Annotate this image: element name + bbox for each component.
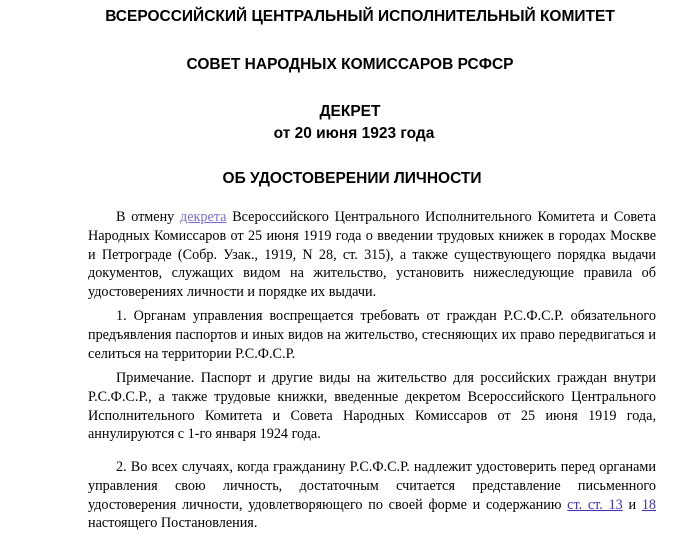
heading-snk: СОВЕТ НАРОДНЫХ КОМИССАРОВ РСФСР (186, 56, 514, 73)
paragraph-note: Примечание. Паспорт и другие виды на жительство для российских граждан внутри Р.С.Ф.С.Р., а также трудовые книжки, введенные декретом Всероссийского Центрального Исполнительного Комитета и Совета Народных Комиссаров от 25 июня 1919 года, аннулируются с 1-го января 1924 года. (88, 370, 656, 443)
paragraph-text: и (622, 496, 642, 513)
article-18-link[interactable]: 18 (641, 496, 657, 513)
heading-decree: ДЕКРЕТ (319, 103, 381, 120)
paragraph-text: 2. Во всех случаях, когда гражданину Р.С.Ф.С.Р. надлежит удостоверить перед органами управления свою личность, достаточным считается представление письменного удостоверения личности, удовлетворяющего по своей форме и содержанию (88, 459, 656, 513)
decree-link[interactable]: декрета (180, 209, 227, 225)
heading-date: от 20 июня 1923 года (273, 125, 435, 142)
paragraph-item-1: 1. Органам управления воспрещается требовать от граждан Р.С.Ф.С.Р. обязательного предъявления паспортов и иных видов на жительство, стесняющих их право передвигаться и селиться на территории Р.С.Ф.С.Р. (88, 308, 656, 362)
document-title: ОБ УДОСТОВЕРЕНИИ ЛИЧНОСТИ (222, 170, 482, 187)
article-13-link[interactable]: ст. ст. 13 (567, 496, 623, 513)
heading-vcik: ВСЕРОССИЙСКИЙ ЦЕНТРАЛЬНЫЙ ИСПОЛНИТЕЛЬНЫЙ КОМИТЕТ (105, 8, 615, 25)
paragraph-preamble (88, 208, 656, 302)
paragraph-text: В отмену (116, 209, 180, 225)
paragraph-item-2 (88, 458, 656, 533)
paragraph-text: настоящего Постановления. (88, 515, 258, 532)
paragraph-text: Всероссийского Центрального Исполнительного Комитета и Совета Народных Комиссаров от 25 июня 1919 года о введении трудовых книжек в городах Москве и Петрограде (Собр. Узак., 1919, N 28, ст. 315), а также существующего порядка выдачи документов, служащих видом на жительство, установить нижеследующие правила об удостоверениях личности и порядке их выдачи. (88, 209, 656, 301)
